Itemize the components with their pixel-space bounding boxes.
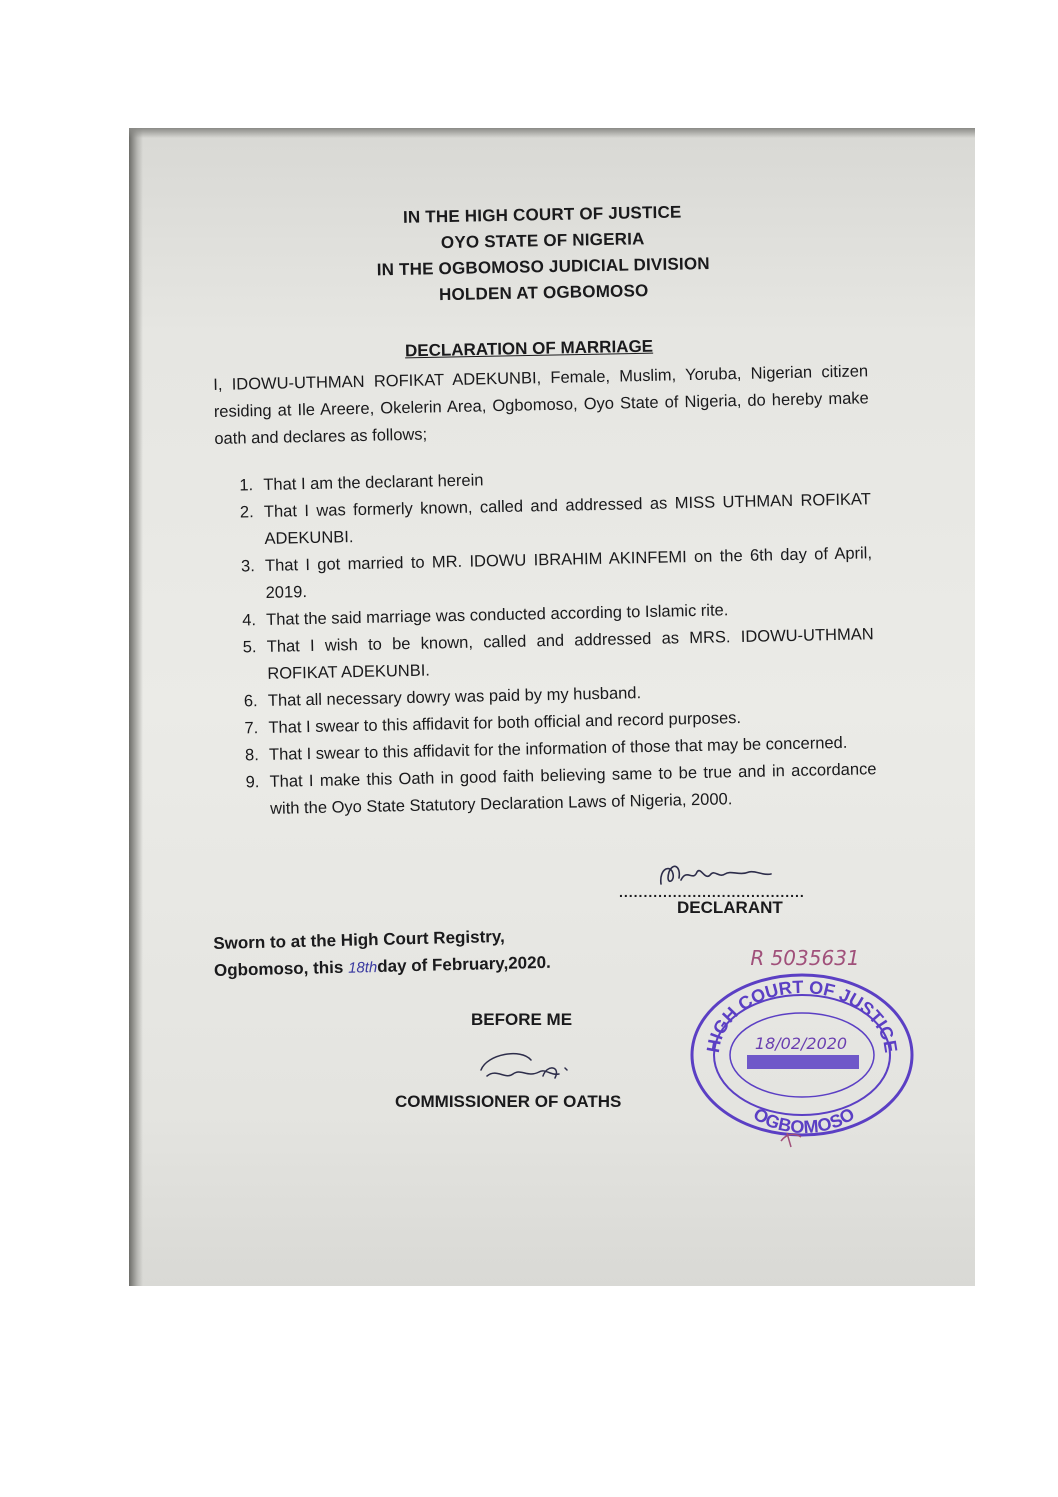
heading-line-4: HOLDEN AT OGBOMOSO [438,281,649,305]
item-text: That all necessary dowry was paid by my husband. [267,684,642,710]
document-photo [129,128,975,1286]
heading-line-3: IN THE OGBOMOSO JUDICIAL DIVISION [376,253,710,280]
court-heading [129,194,975,314]
item-text: That I swear to this affidavit for the information of those that may be concerned. [268,733,848,764]
court-stamp [677,943,927,1153]
stamp-date: 18/02/2020 [754,1034,848,1053]
stamp-handwritten-number: R 5035631 [750,946,860,970]
item-number: 1. [239,476,254,495]
item-number: 7. [244,719,259,738]
item-number: 2. [239,503,254,522]
item-number: 4. [242,611,257,630]
item-text: That the said marriage was conducted according to Islamic rite. [266,601,729,629]
item-text: That I am the declarant herein [263,471,484,494]
item-number: 6. [243,692,258,711]
photo-shadow-top [129,128,975,138]
item-number: 3. [240,557,256,576]
declaration-body [213,358,877,824]
stamp-bottom-text: OGBOMOSO [749,1103,859,1138]
item-text: That I wish to be known, called and addressed as MRS. IDOWU-UTHMAN ROFIKAT ADEKUNBI. [266,625,874,683]
before-me-label: BEFORE ME [471,1010,573,1029]
item-text: That I swear to this affidavit for both official and record purposes. [268,709,742,737]
sworn-suffix: day of February,2020. [377,952,551,976]
declarant-label: DECLARANT [677,898,783,917]
intro-paragraph: I, IDOWU-UTHMAN ROFIKAT ADEKUNBI, Female, Muslim, Yoruba, Nigerian citizen residing at Ile Areere, Okelerin Area, Ogbomoso, Oyo State of Nigeria, do hereby make oath and declares as follows; [213,362,869,448]
item-number: 5. [242,638,257,657]
item-text: That I got married to MR. IDOWU IBRAHIM AKINFEMI on the 6th day of April, 2019. [264,544,873,602]
heading-line-2: OYO STATE OF NIGERIA [440,229,645,253]
document-title: DECLARATION OF MARRIAGE [404,336,654,361]
commissioner-signature [469,1046,579,1096]
signature-line: ...................................... [619,884,805,900]
sworn-line-1: Sworn to at the High Court Registry, [213,926,506,953]
heading-line-1: IN THE HIGH COURT OF JUSTICE [402,202,682,227]
item-text: That I make this Oath in good faith believing same to be true and in accordance with the Oyo State Statutory Declaration Laws of Nigeria, 2000. [269,760,877,818]
sworn-prefix: Ogbomoso, this [213,957,349,980]
item-text: That I was formerly known, called and addressed as MISS UTHMAN ROFIKAT ADEKUNBI. [263,490,871,548]
sworn-day: 18th [347,959,378,977]
commissioner-label: COMMISSIONER OF OATHS [395,1092,622,1111]
item-number: 9. [245,773,260,792]
stamp-top-text: HIGH COURT OF JUSTICE [702,976,902,1055]
sworn-statement [213,922,551,985]
item-number: 8. [244,746,259,765]
declaration-items [215,459,877,824]
